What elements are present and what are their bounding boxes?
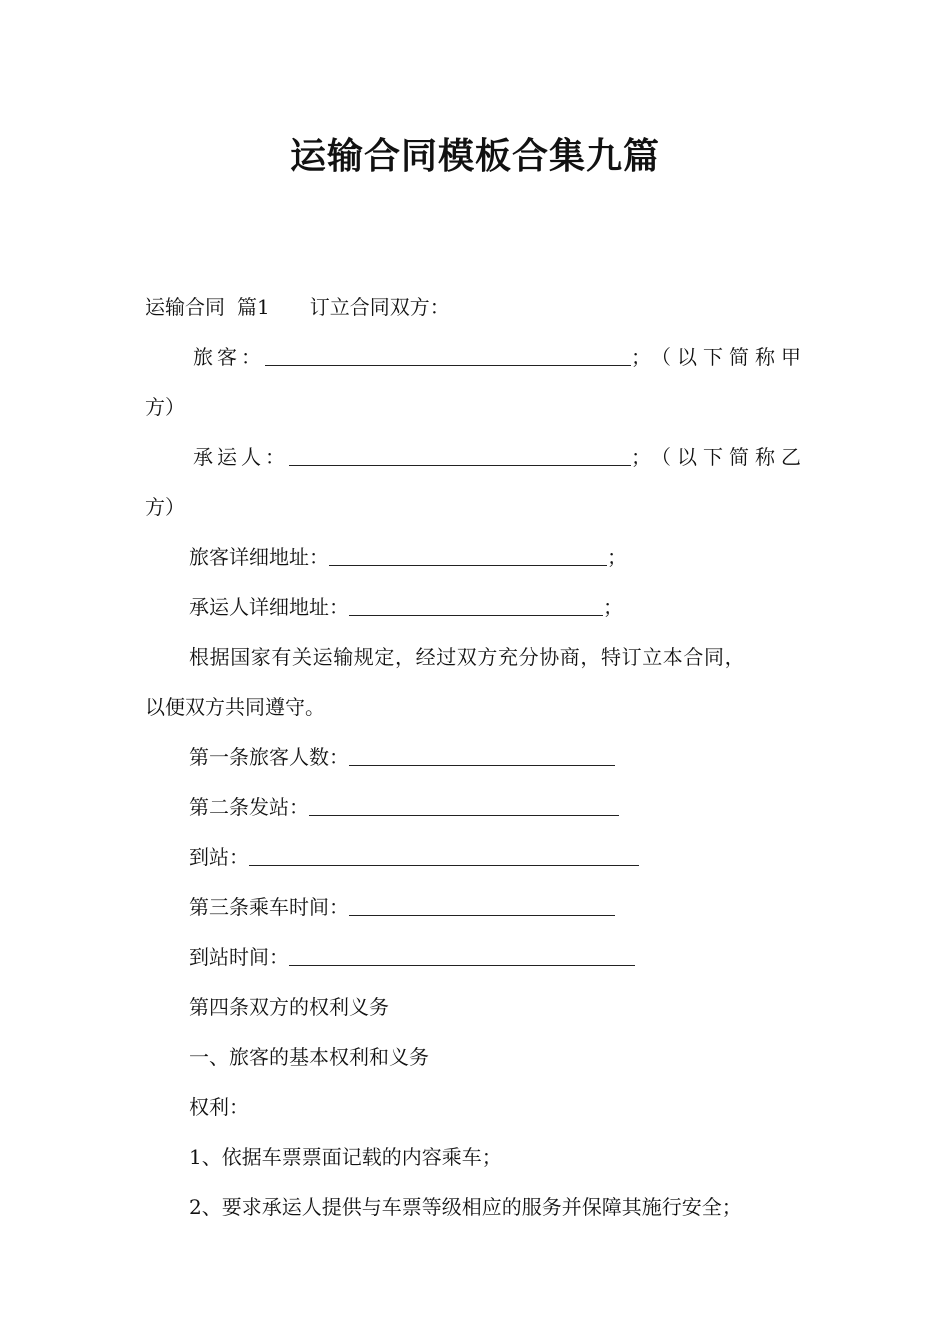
article-3-label: 第三条乘车时间： xyxy=(189,895,349,919)
article-3-line xyxy=(145,882,807,932)
arrival-station-line xyxy=(145,832,807,882)
arrival-time-label: 到站时间： xyxy=(189,945,289,969)
parties-heading: 订立合同双方： xyxy=(309,295,450,319)
passenger-line xyxy=(145,332,807,382)
section-label: 篇1 xyxy=(237,295,270,319)
arrival-station-label: 到站： xyxy=(189,845,249,869)
carrier-blank[interactable] xyxy=(289,443,631,466)
passenger-suffix-cont: 方） xyxy=(145,395,185,419)
preamble-line-1: 根据国家有关运输规定，经过双方充分协商，特订立本合同， xyxy=(189,645,746,669)
carrier-terminator: ； xyxy=(631,445,651,469)
rights-item-2: 2、要求承运人提供与车票等级相应的服务并保障其施行安全； xyxy=(189,1195,742,1219)
passenger-address-terminator: ； xyxy=(607,545,627,569)
carrier-address-terminator: ； xyxy=(603,595,623,619)
doc-label: 运输合同 xyxy=(145,295,225,319)
passenger-address-blank[interactable] xyxy=(329,543,607,566)
article-1-label: 第一条旅客人数： xyxy=(189,745,349,769)
document-title: 运输合同模板合集九篇 xyxy=(289,136,660,177)
rights-label: 权利： xyxy=(189,1095,249,1119)
article-1-line xyxy=(145,732,807,782)
passenger-address-line xyxy=(145,532,807,582)
carrier-suffix: （以下简称乙 xyxy=(651,445,807,469)
carrier-address-line xyxy=(145,582,807,632)
passenger-suffix: （以下简称甲 xyxy=(651,345,807,369)
rights-section-heading: 一、旅客的基本权利和义务 xyxy=(189,1045,429,1069)
passenger-count-blank[interactable] xyxy=(349,743,615,766)
passenger-blank[interactable] xyxy=(265,343,631,366)
document-body xyxy=(145,282,807,1232)
arrival-station-blank[interactable] xyxy=(249,843,639,866)
passenger-terminator: ； xyxy=(631,345,651,369)
passenger-address-label: 旅客详细地址： xyxy=(189,545,329,569)
passenger-label: 旅客： xyxy=(193,345,265,369)
departure-time-blank[interactable] xyxy=(349,893,615,916)
arrival-time-blank[interactable] xyxy=(289,943,635,966)
preamble-line-2: 以便双方共同遵守。 xyxy=(145,695,325,719)
departure-station-blank[interactable] xyxy=(309,793,619,816)
intro-line xyxy=(145,282,807,332)
article-2-label: 第二条发站： xyxy=(189,795,309,819)
article-2-line xyxy=(145,782,807,832)
carrier-label: 承运人： xyxy=(193,445,289,469)
arrival-time-line xyxy=(145,932,807,982)
rights-item-1: 1、依据车票票面记载的内容乘车； xyxy=(189,1145,502,1169)
carrier-address-blank[interactable] xyxy=(349,593,603,616)
carrier-suffix-cont: 方） xyxy=(145,495,185,519)
carrier-line xyxy=(145,432,807,482)
article-4-heading: 第四条双方的权利义务 xyxy=(189,995,389,1019)
carrier-address-label: 承运人详细地址： xyxy=(189,595,349,619)
